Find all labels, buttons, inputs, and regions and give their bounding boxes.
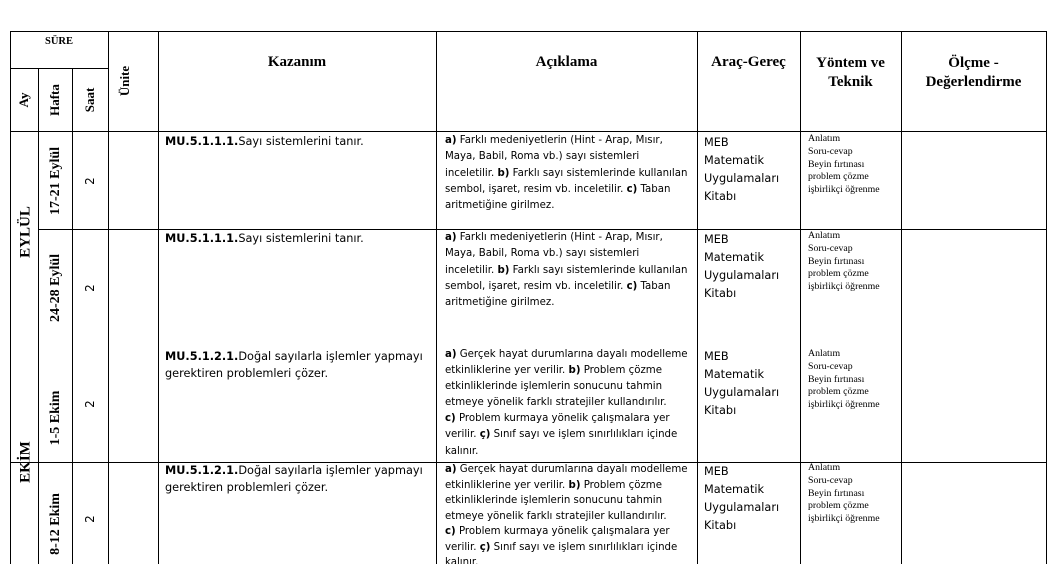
arac-gerec-cell: MEB Matematik Uygulamaları Kitabı (704, 350, 780, 417)
ay-header: Ay (16, 92, 31, 108)
olcme-header-line2: Değerlendirme (925, 74, 1022, 90)
kazanim-code: MU.5.1.2.1. (165, 464, 239, 477)
aciklama-line: aritmetiğine girilmez. (445, 200, 555, 212)
aciklama-line: Maya, Babil, Roma vb.) sayı sistemleri (445, 248, 640, 260)
sure-header: SÜRE (44, 36, 73, 47)
hafta-cell: 24-28 Eylül (48, 253, 63, 323)
arac-gerec-cell: MEB Matematik Uygulamaları Kitabı (704, 465, 780, 532)
kazanim-header: Kazanım (267, 54, 327, 70)
hafta-cell: 1-5 Ekim (48, 390, 63, 446)
olcme-header (901, 54, 1046, 92)
aciklama-line: verilir. ç) Sınıf sayı ve işlem sınırlılıkları içinde (445, 429, 678, 441)
aciklama-line: etkinliklerinde işlemlerin sonucunu tahmin (445, 495, 663, 506)
aciklama-line: aritmetiğine girilmez. (445, 297, 555, 309)
aciklama-line: sembol, işaret, resim vb. inceletilir. c) Taban (445, 280, 671, 292)
yontem-cell: Anlatım Soru-cevap Beyin fırtınası problem çözme işbirlikçi öğrenme (808, 348, 880, 411)
kazanim-text: Doğal sayılarla işlemler yapmayı (238, 350, 423, 363)
saat-cell: 2 (83, 284, 97, 292)
kazanim-cell (165, 348, 433, 382)
kazanim-text-line2: gerektiren problemleri çözer. (165, 367, 329, 380)
aciklama-line: Maya, Babil, Roma vb.) sayı sistemleri (445, 151, 640, 163)
month-ekim: EKİM (17, 441, 34, 483)
aciklama-line: kalınır. (445, 557, 479, 564)
kazanim-cell (165, 462, 433, 496)
arac-gerec-cell: MEB Matematik Uygulamaları Kitabı (704, 233, 780, 300)
aciklama-line: etkinliklerinde işlemlerin sonucunu tahmin (445, 381, 663, 393)
kazanim-cell (165, 133, 433, 150)
hafta-cell: 17-21 Eylül (48, 146, 63, 216)
aciklama-line: inceletilir. b) Farklı sayı sistemlerinde kullanılan (445, 264, 688, 276)
aciklama-cell (445, 347, 695, 460)
arac-gerec-cell: MEB Matematik Uygulamaları Kitabı (704, 136, 780, 203)
unite-header: Ünite (117, 65, 132, 97)
yontem-teknik-header (800, 54, 901, 92)
aciklama-line: a) Farklı medeniyetlerin (Hint - Arap, Mısır, (445, 232, 663, 243)
yontem-cell: Anlatım Soru-cevap Beyin fırtınası problem çözme işbirlikçi öğrenme (808, 230, 880, 293)
aciklama-line: a) Gerçek hayat durumlarına dayalı modelleme (445, 464, 688, 475)
kazanim-text: Sayı sistemlerini tanır. (238, 135, 364, 148)
saat-cell: 2 (83, 515, 97, 523)
aciklama-line: c) Problem kurmaya yönelik çalışmalara yer (445, 526, 670, 537)
aciklama-line: sembol, işaret, resim vb. inceletilir. c) Taban (445, 183, 671, 195)
aciklama-cell (445, 133, 695, 214)
aciklama-line: etkinliklerine yer verilir. b) Problem çözme (445, 479, 662, 491)
yontem-header-line1: Yöntem ve (816, 55, 885, 71)
saat-header: Saat (82, 87, 97, 113)
kazanim-code: MU.5.1.1.1. (165, 135, 239, 148)
yontem-cell: Anlatım Soru-cevap Beyin fırtınası problem çözme işbirlikçi öğrenme (808, 462, 880, 525)
aciklama-line: etmeye yönelik farklı stratejiler kullandırılır. (445, 510, 667, 522)
kazanim-text-line2: gerektiren problemleri çözer. (165, 481, 329, 494)
month-eylul: EYLÜL (17, 206, 34, 258)
hafta-header: Hafta (47, 84, 62, 116)
kazanim-code: MU.5.1.1.1. (165, 232, 239, 245)
aciklama-line: a) Farklı medeniyetlerin (Hint - Arap, Mısır, (445, 135, 663, 146)
kazanim-cell (165, 230, 433, 247)
aciklama-line: etkinliklerine yer verilir. b) Problem çözme (445, 365, 662, 377)
saat-cell: 2 (83, 400, 97, 408)
aciklama-cell (445, 230, 695, 311)
aciklama-line: a) Gerçek hayat durumlarına dayalı modelleme (445, 349, 688, 360)
aciklama-line: verilir. ç) Sınıf sayı ve işlem sınırlılıkları içinde (445, 541, 678, 553)
yontem-cell: Anlatım Soru-cevap Beyin fırtınası problem çözme işbirlikçi öğrenme (808, 133, 880, 196)
kazanim-code: MU.5.1.2.1. (165, 350, 239, 363)
aciklama-header: Açıklama (535, 54, 598, 70)
kazanim-text: Sayı sistemlerini tanır. (238, 232, 364, 245)
aciklama-line: c) Problem kurmaya yönelik çalışmalara yer (445, 413, 670, 425)
kazanim-text: Doğal sayılarla işlemler yapmayı (238, 464, 423, 477)
yontem-header-line2: Teknik (828, 74, 873, 90)
aciklama-cell (445, 462, 695, 564)
olcme-header-line1: Ölçme - (948, 55, 999, 71)
aciklama-line: kalınır. (445, 445, 479, 457)
saat-cell: 2 (83, 177, 97, 185)
arac-gerec-header: Araç-Gereç (711, 54, 786, 70)
hafta-cell: 8-12 Ekim (48, 493, 63, 555)
aciklama-line: etmeye yönelik farklı stratejiler kullandırılır. (445, 397, 667, 409)
aciklama-line: inceletilir. b) Farklı sayı sistemlerinde kullanılan (445, 167, 688, 179)
